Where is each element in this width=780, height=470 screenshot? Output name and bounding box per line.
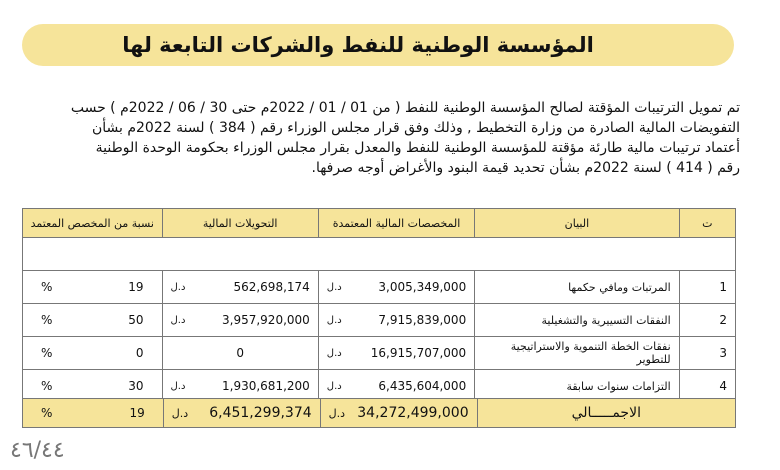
row-ratio: 0 [135, 346, 144, 360]
row-transfer: 0 [162, 337, 318, 370]
total-allocation: 34,272,499,000 [357, 405, 469, 421]
row-num: 2 [679, 304, 735, 337]
row-transfer: 1,930,681,200 [222, 379, 310, 393]
total-label: الاجمـــــالي [477, 399, 735, 428]
paragraph-line: تم تمويل الترتيبات المؤقتة لصالح المؤسسة الوطنية للنفط ( من 01 / 01 / 2022م حتى 30 / 06 / 2022م ) حسب [70, 100, 740, 116]
row-ratio: 50 [128, 313, 144, 327]
currency-label: د.ل [170, 380, 186, 392]
row-transfer: 562,698,174 [233, 280, 310, 294]
table-header-row [23, 209, 736, 238]
percent-sign: % [41, 346, 53, 360]
percent-sign: % [41, 280, 53, 294]
header-transfers: التحويلات المالية [162, 209, 318, 238]
percent-sign: % [41, 406, 53, 420]
row-allocation: 16,915,707,000 [370, 346, 467, 360]
currency-label: د.ل [326, 347, 342, 359]
currency-label: د.ل [171, 406, 189, 420]
paragraph-line: أعتماد ترتيبات مالية طارئة مؤقتة للمؤسسة الوطنية للنفط والمعدل بقرار مجلس الوزراء بحكومة الوحدة الوطنية [95, 140, 740, 156]
table-row [23, 337, 736, 370]
page-number: ٤٦/٤٤ [10, 438, 65, 463]
row-desc: نفقات الخطة التنموية والاستراتيجية للتطوير [475, 337, 679, 370]
currency-label: د.ل [326, 281, 342, 293]
paragraph-line: رقم ( 414 ) لسنة 2022م بشأن تحديد قيمة البنود والأغراض أوجه صرفها. [311, 160, 740, 176]
table-row [23, 271, 736, 304]
row-num: 4 [679, 370, 735, 403]
title-banner [22, 24, 734, 66]
currency-label: د.ل [326, 380, 342, 392]
percent-sign: % [41, 313, 53, 327]
total-table [22, 398, 736, 428]
total-ratio: 19 [129, 406, 145, 420]
currency-label: د.ل [170, 281, 186, 293]
currency-label: د.ل [170, 314, 186, 326]
total-transfer: 6,451,299,374 [209, 405, 312, 421]
row-ratio: 19 [128, 280, 144, 294]
row-desc: المرتبات ومافي حكمها [475, 271, 679, 304]
row-num: 1 [679, 271, 735, 304]
row-ratio: 30 [128, 379, 144, 393]
row-desc: التزامات سنوات سابقة [475, 370, 679, 403]
total-row [23, 399, 736, 428]
percent-sign: % [41, 379, 53, 393]
header-num: ت [679, 209, 735, 238]
row-allocation: 6,435,604,000 [378, 379, 467, 393]
paragraph-line: التفويضات المالية الصادرة من وزارة التخطيط , وذلك وفق قرار مجلس الوزراء رقم ( 384 ) لسنة 2022م بشأن [91, 120, 740, 136]
row-desc: النفقات التسييرية والتشغيلية [475, 304, 679, 337]
header-allocations: المخصصات المالية المعتمدة [318, 209, 474, 238]
currency-label: د.ل [328, 406, 346, 420]
header-desc: البيان [475, 209, 679, 238]
intro-paragraph [70, 98, 740, 178]
table-row [23, 304, 736, 337]
page-title: المؤسسة الوطنية للنفط والشركات التابعة لها [122, 33, 594, 57]
currency-label: د.ل [326, 314, 342, 326]
row-transfer: 3,957,920,000 [222, 313, 310, 327]
row-allocation: 7,915,839,000 [378, 313, 467, 327]
allocations-table [22, 208, 736, 403]
row-num: 3 [679, 337, 735, 370]
header-ratio: نسبة من المخصص المعتمد [23, 209, 163, 238]
row-allocation: 3,005,349,000 [378, 280, 467, 294]
